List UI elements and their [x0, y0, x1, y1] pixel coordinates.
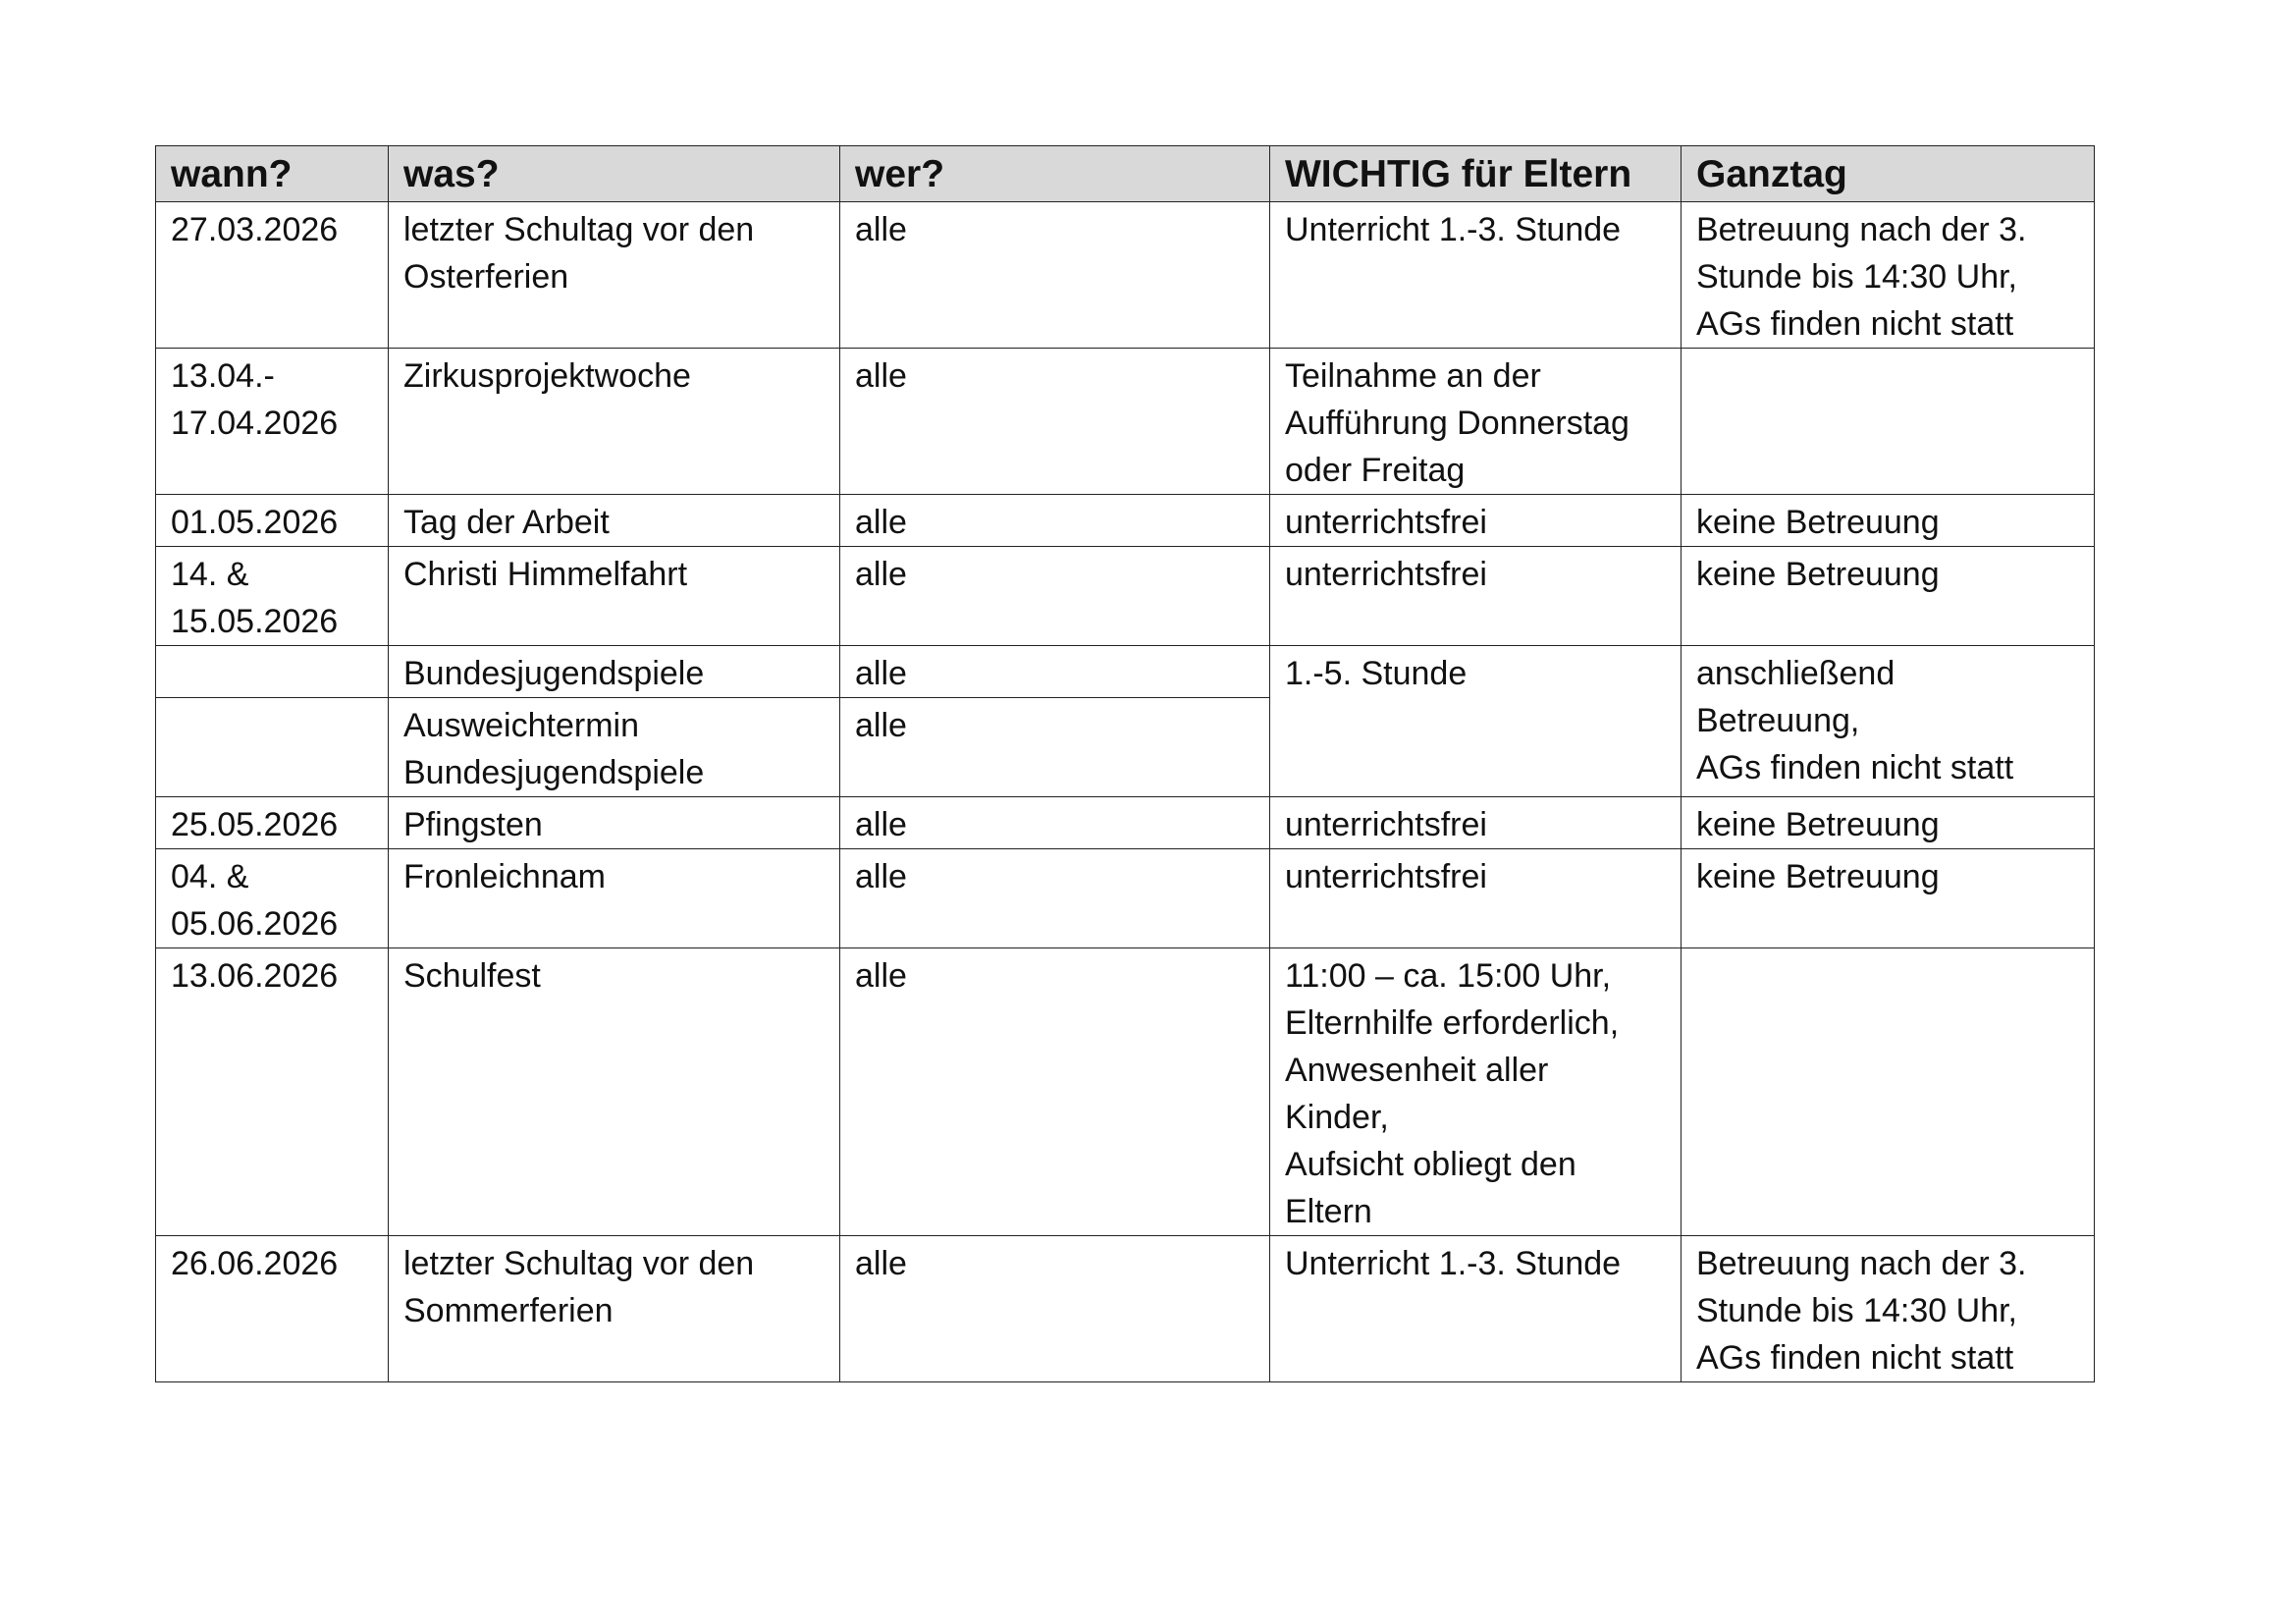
- header-row: [156, 146, 2095, 202]
- cell-wer: alle: [840, 202, 1270, 349]
- table-row: [156, 202, 2095, 349]
- cell-wer: alle: [840, 646, 1270, 698]
- cell-wichtig: unterrichtsfrei: [1270, 797, 1682, 849]
- cell-wichtig: 11:00 – ca. 15:00 Uhr, Elternhilfe erforderlich, Anwesenheit aller Kinder, Aufsicht obliegt den Eltern: [1270, 948, 1682, 1236]
- cell-was: Zirkusprojektwoche: [389, 349, 840, 495]
- cell-wann: 01.05.2026: [156, 495, 389, 547]
- cell-was: Ausweichtermin Bundesjugendspiele: [389, 698, 840, 797]
- cell-ganztag: keine Betreuung: [1682, 547, 2095, 646]
- cell-was: letzter Schultag vor den Sommerferien: [389, 1236, 840, 1382]
- cell-wann: 13.04.- 17.04.2026: [156, 349, 389, 495]
- cell-wichtig: Unterricht 1.-3. Stunde: [1270, 202, 1682, 349]
- cell-wer: alle: [840, 849, 1270, 948]
- cell-wichtig: Teilnahme an der Aufführung Donnerstag oder Freitag: [1270, 349, 1682, 495]
- cell-wer: alle: [840, 495, 1270, 547]
- cell-ganztag: anschließend Betreuung, AGs finden nicht statt: [1682, 646, 2095, 797]
- cell-wer: alle: [840, 698, 1270, 797]
- table-row: [156, 797, 2095, 849]
- cell-was: Bundesjugendspiele: [389, 646, 840, 698]
- cell-ganztag: keine Betreuung: [1682, 797, 2095, 849]
- table-row: [156, 646, 2095, 698]
- cell-wer: alle: [840, 547, 1270, 646]
- cell-was: letzter Schultag vor den Osterferien: [389, 202, 840, 349]
- cell-ganztag: keine Betreuung: [1682, 849, 2095, 948]
- table-row: [156, 1236, 2095, 1382]
- cell-wann: 04. & 05.06.2026: [156, 849, 389, 948]
- cell-was: Tag der Arbeit: [389, 495, 840, 547]
- table-row: [156, 849, 2095, 948]
- cell-wann: [156, 646, 389, 698]
- cell-wichtig: unterrichtsfrei: [1270, 849, 1682, 948]
- cell-wer: alle: [840, 797, 1270, 849]
- table-row: [156, 547, 2095, 646]
- cell-wer: alle: [840, 948, 1270, 1236]
- cell-was: Schulfest: [389, 948, 840, 1236]
- cell-wann: 27.03.2026: [156, 202, 389, 349]
- cell-wichtig: Unterricht 1.-3. Stunde: [1270, 1236, 1682, 1382]
- cell-ganztag: [1682, 948, 2095, 1236]
- header-wann: wann?: [156, 146, 389, 202]
- header-ganztag: Ganztag: [1682, 146, 2095, 202]
- cell-wann: [156, 698, 389, 797]
- table-row: [156, 349, 2095, 495]
- table-row: [156, 495, 2095, 547]
- schedule-table: [155, 145, 2095, 1382]
- cell-wann: 14. & 15.05.2026: [156, 547, 389, 646]
- cell-wann: 13.06.2026: [156, 948, 389, 1236]
- cell-was: Pfingsten: [389, 797, 840, 849]
- cell-ganztag: Betreuung nach der 3. Stunde bis 14:30 Uhr, AGs finden nicht statt: [1682, 1236, 2095, 1382]
- cell-ganztag: keine Betreuung: [1682, 495, 2095, 547]
- cell-ganztag: Betreuung nach der 3. Stunde bis 14:30 Uhr, AGs finden nicht statt: [1682, 202, 2095, 349]
- table-row: [156, 948, 2095, 1236]
- cell-wer: alle: [840, 349, 1270, 495]
- cell-wann: 26.06.2026: [156, 1236, 389, 1382]
- header-was: was?: [389, 146, 840, 202]
- cell-wichtig: unterrichtsfrei: [1270, 547, 1682, 646]
- cell-was: Fronleichnam: [389, 849, 840, 948]
- cell-ganztag: [1682, 349, 2095, 495]
- header-wichtig: WICHTIG für Eltern: [1270, 146, 1682, 202]
- cell-wer: alle: [840, 1236, 1270, 1382]
- cell-wichtig: 1.-5. Stunde: [1270, 646, 1682, 797]
- cell-was: Christi Himmelfahrt: [389, 547, 840, 646]
- header-wer: wer?: [840, 146, 1270, 202]
- cell-wann: 25.05.2026: [156, 797, 389, 849]
- cell-wichtig: unterrichtsfrei: [1270, 495, 1682, 547]
